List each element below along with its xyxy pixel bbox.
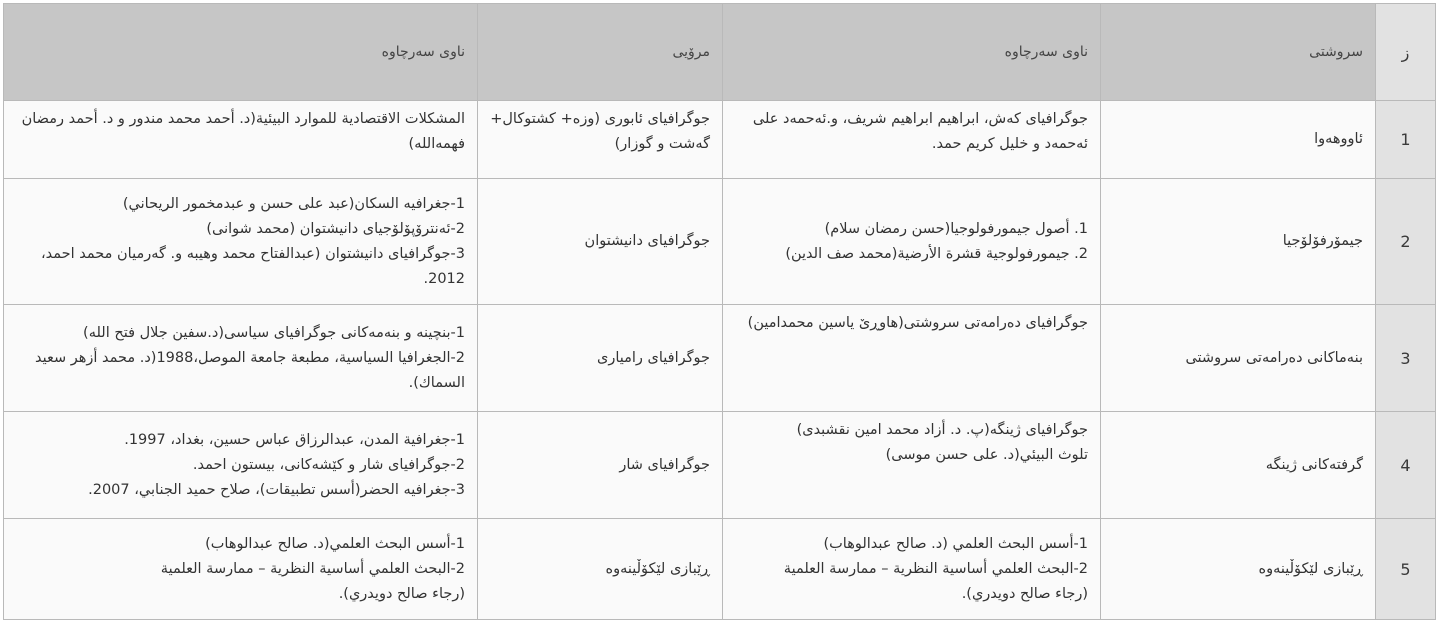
source-line: 3-جغرافيه الحضر(أسس تطبيقات)، صلاح حميد الجنابي، 2007. [88,481,465,498]
row-subject: ڕێبازی لێکۆڵینەوە [1101,519,1376,620]
source-line: 2. جيمورفولوجية قشرة الأرضية(محمد صف الدين) [785,245,1088,262]
source-line: جوگرافیای دەرامەتی سروشتی(هاوڕێ یاسین محمدامین) [747,315,1088,331]
header-num: ز [1376,4,1436,101]
row-number: 2 [1376,179,1436,305]
row-subject: ئاووهەوا [1101,101,1376,179]
header-row [4,4,1436,101]
row-sources-1 [723,101,1101,179]
source-line: 2-البحث العلمي أساسية النظرية – ممارسة العلمية [783,560,1088,577]
row-number: 4 [1376,412,1436,519]
source-line: تلوث البيئي(د. على حسن موسى) [885,447,1088,463]
table-row [4,519,1436,620]
row-number: 1 [1376,101,1436,179]
row-sources-1 [723,412,1101,519]
row-number: 3 [1376,305,1436,412]
source-line: 2-البحث العلمي أساسية النظرية – ممارسة العلمية [160,560,465,577]
source-line: (رجاء صالح دويدري). [961,585,1088,602]
row-sources-2 [4,305,478,412]
row-material: جوگرافیای ئابوری (وزە+ کشتوکال+ گەشت و گوزار) [478,101,723,179]
row-sources-1 [723,305,1101,412]
row-material: جوگرافیای دانیشتوان [478,179,723,305]
reference-table-container [3,3,1435,620]
header-subject: سروشتی [1101,4,1376,101]
header-material: مرۆیی [478,4,723,101]
source-line: 3-جوگرافیای دانیشتوان (عبدالفتاح محمد وهیبه و. گەرمیان محمد احمد، 2012. [41,245,465,287]
source-line: (رجاء صالح دويدري). [338,585,465,602]
row-material: جوگرافیای شار [478,412,723,519]
row-material: ڕێبازی لێکۆڵینەوە [478,519,723,620]
row-material: جوگرافیای رامیاری [478,305,723,412]
source-line: جوگرافیای کەش، ابراهیم ابراهیم شریف، و.ئەحمەد علی ئەحمەد و خلیل کریم حمد. [752,111,1088,152]
header-source-name-2: ناوی سەرچاوە [4,4,478,101]
source-line: المشكلات الاقتصادية للموارد البيئية(د. أحمد محمد مندور و د. أحمد رمضان فهمەاللە) [21,111,465,152]
source-line: 1-جغرافيه السكان(عبد على حسن و عبدمخمور الريحاني) [122,195,465,212]
source-line: 2-الجغرافيا السياسية، مطبعة جامعة الموصل،1988(د. محمد أزهر سعيد السماك). [34,349,465,391]
source-line: 1-جغرافية المدن، عبدالرزاق عباس حسين، بغداد، 1997. [124,431,465,448]
row-sources-2 [4,412,478,519]
row-number: 5 [1376,519,1436,620]
source-line: 1-بنچینە و بنەمەکانی جوگرافیای سیاسی(د.سفين جلال فتح الله) [83,324,465,341]
source-line: 1. أصول جيمورفولوجيا(حسن رمضان سلام) [824,220,1088,237]
row-subject: جیمۆرفۆلۆجیا [1101,179,1376,305]
row-sources-1 [723,519,1101,620]
row-sources-1 [723,179,1101,305]
table-row [4,101,1436,179]
table-row [4,412,1436,519]
source-line: 2-جوگرافیای شار و کێشەکانی، بیستون احمد. [192,456,465,473]
row-subject: بنەماکانی دەرامەتی سروشتی [1101,305,1376,412]
row-sources-2 [4,101,478,179]
row-subject: گرفتەکانی ژینگە [1101,412,1376,519]
row-sources-2 [4,179,478,305]
source-line: 1-أسس البحث العلمي(د. صالح عبدالوهاب) [205,535,465,552]
source-line: 1-أسس البحث العلمي (د. صالح عبدالوهاب) [823,535,1088,552]
source-line: 2-ئەنترۆپۆلۆجیای دانیشتوان (محمد شوانی) [206,220,465,237]
row-sources-2 [4,519,478,620]
source-line: جوگرافیای ژینگە(پ. د. أزاد محمد امين نقشبدی) [796,422,1088,438]
header-source-name-1: ناوی سەرچاوە [723,4,1101,101]
table-row [4,179,1436,305]
reference-table [3,3,1436,620]
table-row [4,305,1436,412]
